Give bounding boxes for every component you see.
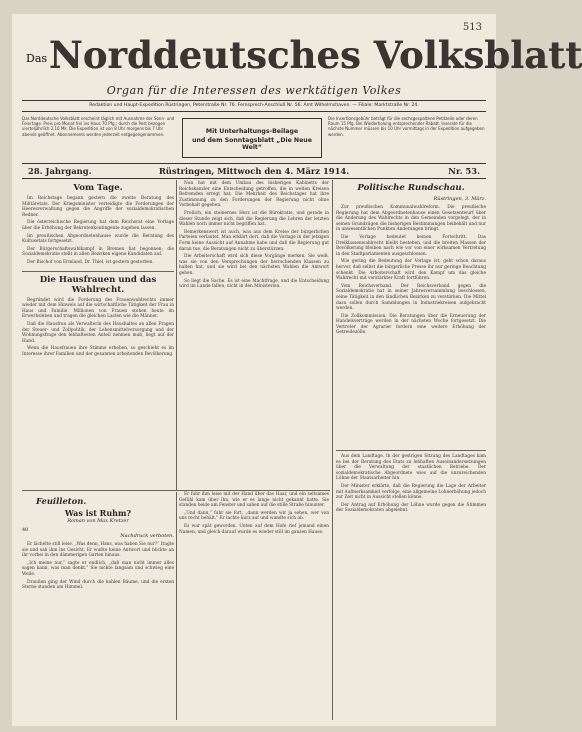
article-paragraph: So liegt die Sache. Es ist eine Machtfrage, und die Entscheidung wird im Lande fallen, nicht in den Ministerien.: [179, 278, 329, 290]
article-paragraph: Die österreichische Regierung hat dem Reichsrat eine Vorlage über die Erhöhung der Rekrutenkontingente zugehen lassen.: [22, 220, 174, 231]
column-right-upper: [336, 181, 486, 448]
article-paragraph: Aus dem Landtage. In der gestrigen Sitzung des Landtages kam es bei der Beratung des Etats zu lebhaften Auseinandersetzungen über die Verwaltung der staatlichen Betriebe. Der sozialdemokratische Abgeordnete wies auf die unzureichenden Löhne der Staatsarbeiter hin.: [336, 454, 486, 482]
article-paragraph: Freilich, ein steinernes Herz ist die Bürokratie, und gerade in dieser Stunde zeigt sich, daß die Regierung die Lehren der letzten Wahlen noch immer nicht begriffen hat.: [179, 210, 329, 228]
column-divider: [176, 492, 177, 720]
article-paragraph: Bemerkenswert ist auch, was aus dem Kreise der bürgerlichen Parteien verlautet. Man erklärt dort, daß die Vorlage in der jetzigen Form keine Aussicht auf Annahme habe und daß die Regierung gut daran tue, die Beratungen nicht zu überstürzen.: [179, 229, 329, 252]
feuilleton-column-continued: [179, 492, 329, 720]
article-paragraph: Die Zollkommission. Die Beratungen über die Erneuerung der Handelsverträge werden in der nächsten Woche fortgesetzt. Die Vertreter der Agrarier fordern eine weitere Erhöhung der Getreidezölle.: [336, 313, 486, 336]
feuilleton-column: [22, 492, 174, 720]
masthead-subtitle: Organ für die Interessen des werktätigen Volkes: [106, 84, 402, 97]
article-paragraph: Daß die Hausfrau als Verwalterin des Haushaltes an allen Fragen der Steuer- und Zollpolitik, der Lebensmittelversorgung und der Wohnungsfrage den lebhaftesten Anteil nehmen muß, liegt auf der Hand.: [22, 321, 174, 344]
supplement-ad-line-2: und dem Sonntagsblatt „Die Neue Welt“: [192, 137, 312, 151]
article-paragraph: Der Bürgerschaftswahlkampf in Bremen hat begonnen; die Sozialdemokratie stellt in allen Bezirken eigene Kandidaten auf.: [22, 246, 174, 258]
column-divider: [176, 180, 177, 490]
dateline: [22, 165, 486, 177]
article-heading-hausfrauen: Die Hausfrauen und das Wahlrecht.: [22, 271, 174, 295]
article-paragraph: Der Minister erklärte, daß die Regierung die Lage der Arbeiter mit Aufmerksamkeit verfolge, eine allgemeine Lohnerhöhung jedoch zur Zeit nicht in Aussicht stellen könne.: [336, 483, 486, 501]
article-paragraph: Die Arbeiterschaft wird sich diese Vorgänge merken. Sie weiß, was sie von den Versprechungen der herrschenden Klassen zu halten hat, und sie wird bei den nächsten Wahlen die Antwort geben.: [179, 254, 329, 276]
rundschau-dateline: Rüstringen, 3. März.: [433, 196, 486, 202]
article-paragraph: Der Antrag auf Erhöhung der Löhne wurde gegen die Stimmen der Sozialdemokraten abgelehnt.: [336, 502, 486, 514]
masthead-prefix: Das: [26, 51, 48, 65]
story-paragraph: Draußen ging der Wind durch die kahlen Bäume, und die ersten Sterne standen am Himmel.: [22, 579, 174, 591]
story-paragraph: Er fuhr ihm leise mit der Hand über das Haar, und ein seltsames Gefühl kam über ihn, wie er es lange nicht gekannt hatte. Sie standen beide am Fenster und sahen auf die stille Straße hinunter.: [179, 492, 329, 509]
right-column-rule: [336, 450, 486, 451]
masthead-title-text: Norddeutsches Volksblatt: [49, 33, 582, 77]
article-paragraph: Im preußischen Abgeordnetenhause wurde die Beratung des Kultusetats fortgesetzt.: [22, 233, 174, 245]
article-paragraph: Wenn die Hausfrauen ihre Stimme erheben, so geschieht es im Interesse ihrer Familien und der gesamten arbeitenden Bevölkerung.: [22, 346, 174, 357]
section-heading-politische-rundschau: Politische Rundschau.: [357, 183, 465, 193]
column-left-upper: [22, 181, 174, 488]
article-paragraph: Zur preußischen Kommunalwahlreform. Die preußische Regierung hat dem Abgeordnetenhause einen Gesetzentwurf über die Änderung des Wahlrechts in den Gemeinden vorgelegt, der in seinen Grundzügen die bisherigen Bestimmungen beibehält und nur in unwesentlichen Punkten Änderungen bringt.: [336, 205, 486, 233]
article-paragraph: Der Bischof von Ermland, Dr. Thiel, ist gestern gestorben.: [27, 259, 154, 265]
feuilleton-author: Roman von Max Kretzer: [67, 518, 129, 524]
masthead-rule-bottom: [22, 111, 486, 112]
installment-marker: 40: [22, 527, 29, 533]
article-paragraph: Die Vorlage bedeutet keinen Fortschritt. Das Dreiklassenwahlrecht bleibt bestehen, und die breiten Massen der Bevölkerung bleiben nach wie vor von einer wirksamen Vertretung in den Stadtparlamenten ausgeschlossen.: [336, 234, 486, 257]
feuilleton-label: Feuilleton.: [36, 496, 87, 506]
section-heading-vom-tage: Vom Tage.: [73, 183, 123, 193]
story-paragraph: „Und dann,“ fuhr sie fort, „dann werden wir ja sehen, wer von uns recht behält.“ Er lachte kurz auf und wandte sich ab.: [179, 510, 329, 522]
reprint-note: Nachdruck verboten.: [120, 533, 174, 539]
subscription-notice: Das Norddeutsche Volksblatt erscheint täglich mit Ausnahme der Sonn- und Feiertage. Preis pro Monat frei ins Haus 70 Pfg.; durch die Post bezogen vierteljährlich 2,10 Mk. Die Expedition ist von 8 Uhr morgens bis 7 Uhr abends geöffnet. Abonnements werden jederzeit entgegengenommen.: [22, 116, 175, 137]
article-paragraph: Begründet wird die Forderung des Frauenwahlrechts immer wieder mit dem Hinweis auf die wirtschaftliche Tätigkeit der Frau in Haus und Familie. Millionen von Frauen stehen heute im Erwerbsleben und tragen die gleichen Lasten wie die Männer.: [22, 297, 174, 320]
supplement-ad-line-1: Mit Unterhaltungs-Beilage: [205, 128, 299, 135]
column-middle-upper: [179, 181, 329, 488]
story-paragraph: Es war spät geworden. Unten auf dem Hofe rief jemand einen Namen, und gleich darauf wurde es wieder still im ganzen Hause.: [179, 523, 329, 535]
dateline-rule-bottom: [22, 178, 486, 179]
place-date: Rüstringen, Mittwoch den 4. März 1914.: [158, 166, 350, 176]
masthead-title: [26, 32, 582, 82]
article-paragraph: Nun hat mit dem Umbau des bisherigen Kabinetts der Reichskanzler eine Entscheidung getroffen, die in weiten Kreisen Befremden erregt hat. Die Mehrheit des Reichstages hat ihre Zustimmung zu den Forderungen der Regierung nicht ohne Vorbehalt gegeben.: [179, 181, 329, 209]
story-paragraph: Er lächelte still leise. „Was denn, Hans, was haben Sie nur?“ fragte sie und sah ihm ins Gesicht. Er wußte keine Antwort und blickte an ihr vorbei in den dämmerigen Garten hinaus.: [22, 542, 174, 559]
masthead-address: Redaktion und Haupt-Expedition Rüstringen, Peterstraße Nr. 76. Fernsprech-Anschluß Nr. 56. Amt Wilhelmshaven. — Filiale: Marktstraße Nr. 24.: [89, 103, 419, 108]
newspaper-page: [12, 14, 582, 726]
masthead-rule-top: [22, 100, 486, 101]
issue-number: Nr. 53.: [448, 166, 480, 176]
story-paragraph: „Ich meine nur,“ sagte er endlich, „daß man nicht immer alles sagen kann, was man denkt.“ Sie nickte langsam und schwieg eine Weile.: [22, 560, 174, 577]
article-paragraph: Im Reichstage begann gestern die zweite Beratung des Militäretats. Der Kriegsminister verteidigte die Forderungen der Heeresverwaltung gegen die Angriffe der sozialdemokratischen Redner.: [22, 196, 174, 218]
feuilleton-rule: [22, 490, 330, 491]
page-number: 513: [462, 22, 482, 33]
article-paragraph: Wie gering die Bedeutung der Vorlage ist, geht schon daraus hervor, daß selbst die bürgerliche Presse ihr nur geringe Beachtung schenkt. Die Arbeiterschaft wird den Kampf um das gleiche Wahlrecht mit verstärkter Kraft fortführen.: [336, 259, 486, 282]
volume-label: 28. Jahrgang.: [28, 166, 92, 176]
column-divider: [332, 180, 333, 720]
advertising-notice: Die Insertionsgebühr beträgt für die sechsgespaltene Petitzeile oder deren Raum 15 Pfg. Bei Wiederholung entsprechender Rabatt. Inserate für die nächste Nummer müssen bis 10 Uhr vormittags in der Expedition aufgegeben werden.: [328, 116, 485, 137]
supplement-ad-box: [182, 118, 322, 158]
column-right-lower: [336, 454, 486, 720]
dateline-rule-top: [22, 163, 486, 164]
feuilleton-title: Was ist Ruhm?: [64, 508, 132, 518]
article-paragraph: Vom Reichsverband. Der Reichsverband gegen die Sozialdemokratie hat in seiner Jahresversammlung beschlossen, seine Tätigkeit in den ländlichen Bezirken zu verstärken. Die Mittel dazu sollen durch Sammlungen in Industriekreisen aufgebracht werden.: [336, 283, 486, 312]
